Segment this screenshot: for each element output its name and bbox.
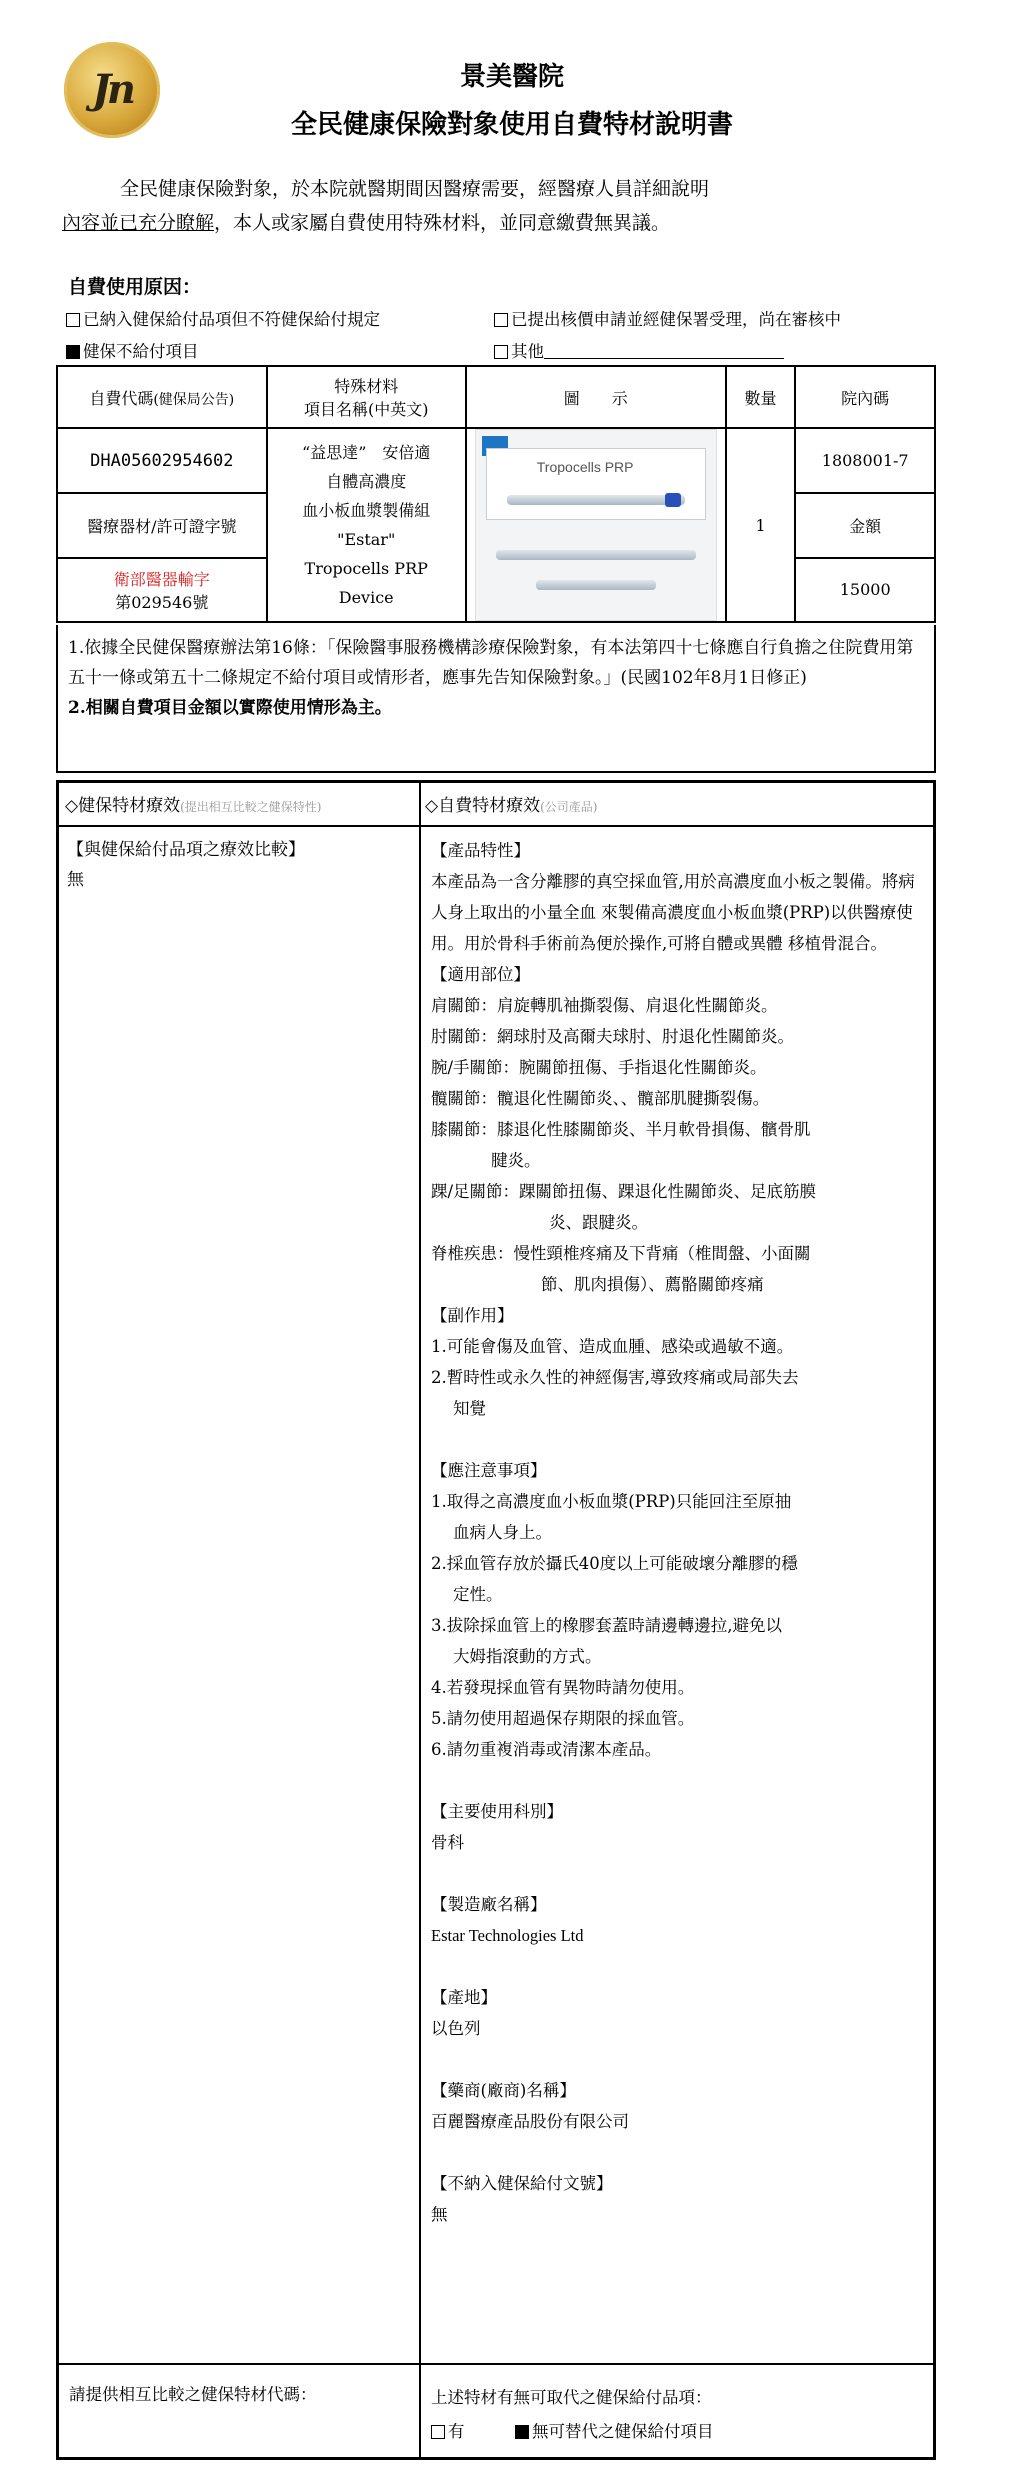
comparison-value: 無 bbox=[67, 870, 84, 890]
tube-cap-icon bbox=[665, 493, 681, 507]
site-line: 髖關節：髖退化性關節炎、、髖部肌腱撕裂傷。 bbox=[431, 1089, 770, 1108]
syringe-icon bbox=[496, 550, 696, 560]
side-effect-title: 【副作用】 bbox=[431, 1306, 514, 1325]
checkbox-checked[interactable] bbox=[515, 2425, 529, 2439]
checkbox[interactable] bbox=[494, 313, 508, 327]
intro-line-1: 全民健康保險對象，於本院就醫期間因醫療需要，經醫療人員詳細說明 bbox=[120, 178, 710, 200]
site-line: 脊椎疾患：慢性頸椎疼痛及下背痛（椎間盤、小面關 bbox=[431, 1244, 811, 1263]
right-body bbox=[431, 835, 921, 2230]
package-brand: Tropocells PRP bbox=[536, 459, 634, 475]
reason-option-1[interactable]: 已納入健保給付品項但不符健保給付規定 bbox=[66, 306, 380, 330]
feature-text: 本產品為一含分離膠的真空採血管,用於高濃度血小板之製備。將病人身上取出的小量全血 來製備高濃度血小板血漿(PRP)以供醫療使用。用於骨科手術前為便於操作,可將自體或異體 移植骨混合。 bbox=[431, 872, 915, 953]
site-line: 炎、跟腱炎。 bbox=[549, 1213, 648, 1232]
license-label: 醫療器材/許可證字號 bbox=[57, 493, 267, 557]
syringe-icon bbox=[536, 580, 656, 590]
tube-icon bbox=[507, 495, 685, 505]
reason-option-4[interactable]: 其他 bbox=[494, 338, 784, 362]
site-line: 節、肌肉損傷）、薦骼關節疼痛 bbox=[541, 1275, 764, 1294]
item-qty: 1 bbox=[726, 428, 796, 622]
product-photo bbox=[475, 429, 717, 621]
caution-line: 1.取得之高濃度血小板血漿(PRP)只能回注至原抽 bbox=[431, 1492, 792, 1511]
caution-line: 4.若發現採血管有異物時請勿使用。 bbox=[431, 1678, 695, 1697]
manufacturer-title: 【製造廠名稱】 bbox=[431, 1895, 547, 1914]
hospital-name: 景美醫院 bbox=[459, 62, 564, 92]
checkbox-checked[interactable] bbox=[66, 345, 80, 359]
manufacturer-value: Estar Technologies Ltd bbox=[431, 1926, 584, 1945]
column-divider bbox=[419, 783, 421, 2457]
package-label bbox=[486, 448, 706, 520]
checkbox[interactable] bbox=[494, 345, 508, 359]
footer-question: 上述特材有無可取代之健保給付品項： bbox=[431, 2388, 712, 2407]
row-divider bbox=[59, 825, 933, 827]
department-value: 骨科 bbox=[431, 1833, 464, 1852]
side-effect-line: 2.暫時性或永久性的神經傷害,導致疼痛或局部失去 bbox=[431, 1368, 799, 1387]
department-title: 【主要使用科別】 bbox=[431, 1802, 563, 1821]
header-qty: 數量 bbox=[726, 366, 796, 428]
license-number: 衛部醫器輸字 第029546號 bbox=[57, 558, 267, 622]
site-line: 腱炎。 bbox=[491, 1151, 541, 1170]
origin-value: 以色列 bbox=[431, 2019, 481, 2038]
header-hospital-code: 院內碼 bbox=[795, 366, 935, 428]
logo-text: Jn bbox=[91, 66, 132, 113]
site-line: 腕/手關節：腕關節扭傷、手指退化性關節炎。 bbox=[431, 1058, 767, 1077]
option-yes[interactable]: 有 bbox=[431, 2422, 465, 2441]
reason-option-2[interactable]: 已提出核價申請並經健保署受理，尚在審核中 bbox=[494, 306, 841, 330]
row-divider bbox=[59, 2363, 933, 2365]
footer-right bbox=[431, 2381, 714, 2449]
efficacy-table bbox=[56, 780, 936, 2460]
site-line: 肩關節：肩旋轉肌袖撕裂傷、肩退化性關節炎。 bbox=[431, 996, 778, 1015]
intro-line-2: ，本人或家屬自費使用特殊材料，並同意繳費無異議。 bbox=[214, 212, 671, 234]
vendor-title: 【藥商(廠商)名稱】 bbox=[431, 2081, 576, 2100]
side-effect-line: 1.可能會傷及血管、造成血腫、感染或過敏不適。 bbox=[431, 1337, 794, 1356]
header-image: 圖 示 bbox=[466, 366, 726, 428]
caution-line: 大姆指滾動的方式。 bbox=[453, 1647, 602, 1666]
sites-title: 【適用部位】 bbox=[431, 965, 530, 984]
caution-line: 5.請勿使用超過保存期限的採血管。 bbox=[431, 1709, 695, 1728]
caution-line: 定性。 bbox=[453, 1585, 503, 1604]
caution-line: 3.拔除採血管上的橡膠套蓋時請邊轉邊拉,避免以 bbox=[431, 1616, 782, 1635]
header-code: 自費代碼(健保局公告) bbox=[57, 366, 267, 428]
item-table bbox=[56, 365, 936, 623]
hospital-code: 1808001-7 bbox=[795, 428, 935, 493]
left-body bbox=[67, 835, 407, 895]
notes-box bbox=[56, 625, 936, 773]
checkbox[interactable] bbox=[66, 313, 80, 327]
comparison-title: 【與健保給付品項之療效比較】 bbox=[67, 840, 305, 860]
note-1: 1.依據全民健保醫療辦法第16條：「保險醫事服務機構診療保險對象，有本法第四十七條應自行負擔之住院費用第五十一條或第五十二條規定不給付項目或情形者，應事先告知保險對象。」(民國102年8月1日修正) bbox=[68, 638, 914, 688]
intro-text bbox=[62, 172, 962, 240]
item-name: “益思達” 安倍適 自體高濃度 血小板血漿製備組 "Estar" Tropocells PRP Device bbox=[267, 428, 466, 622]
caution-title: 【應注意事項】 bbox=[431, 1461, 547, 1480]
feature-title: 【產品特性】 bbox=[431, 841, 530, 860]
product-image bbox=[466, 428, 726, 622]
reason-option-3[interactable]: 健保不給付項目 bbox=[66, 338, 199, 362]
site-line: 踝/足關節：踝關節扭傷、踝退化性關節炎、足底筋膜 bbox=[431, 1182, 817, 1201]
caution-line: 血病人身上。 bbox=[453, 1523, 552, 1542]
nonpay-title: 【不納入健保給付文號】 bbox=[431, 2174, 613, 2193]
vendor-value: 百麗醫療產品股份有限公司 bbox=[431, 2112, 629, 2131]
site-line: 膝關節：膝退化性膝關節炎、半月軟骨損傷、髕骨肌 bbox=[431, 1120, 811, 1139]
other-blank-line[interactable] bbox=[544, 344, 784, 359]
site-line: 肘關節：網球肘及高爾夫球肘、肘退化性關節炎。 bbox=[431, 1027, 794, 1046]
origin-title: 【產地】 bbox=[431, 1988, 497, 2007]
caution-line: 6.請勿重複消毒或清潔本產品。 bbox=[431, 1740, 662, 1759]
header-name: 特殊材料 項目名稱(中英文) bbox=[267, 366, 466, 428]
note-2: 2.相關自費項目金額以實際使用情形為主。 bbox=[68, 698, 392, 718]
checkbox[interactable] bbox=[431, 2425, 445, 2439]
reason-label: 自費使用原因： bbox=[68, 276, 202, 298]
amount: 15000 bbox=[795, 558, 935, 622]
nonpay-value: 無 bbox=[431, 2205, 448, 2224]
caution-line: 2.採血管存放於攝氏40度以上可能破壞分離膠的穩 bbox=[431, 1554, 798, 1573]
footer-left: 請提供相互比較之健保特材代碼： bbox=[69, 2385, 317, 2404]
page-title: 全民健康保險對象使用自費特材說明書 bbox=[290, 110, 733, 140]
option-no[interactable]: 無可替代之健保給付項目 bbox=[515, 2422, 714, 2441]
intro-underlined: 內容並已充分瞭解 bbox=[62, 212, 215, 234]
right-header: ◇自費特材療效(公司產品) bbox=[425, 796, 598, 816]
item-code: DHA05602954602 bbox=[57, 428, 267, 493]
side-effect-line: 知覺 bbox=[453, 1399, 486, 1418]
amount-label: 金額 bbox=[795, 493, 935, 557]
left-header: ◇健保特材療效(提出相互比較之健保特性) bbox=[65, 796, 322, 816]
